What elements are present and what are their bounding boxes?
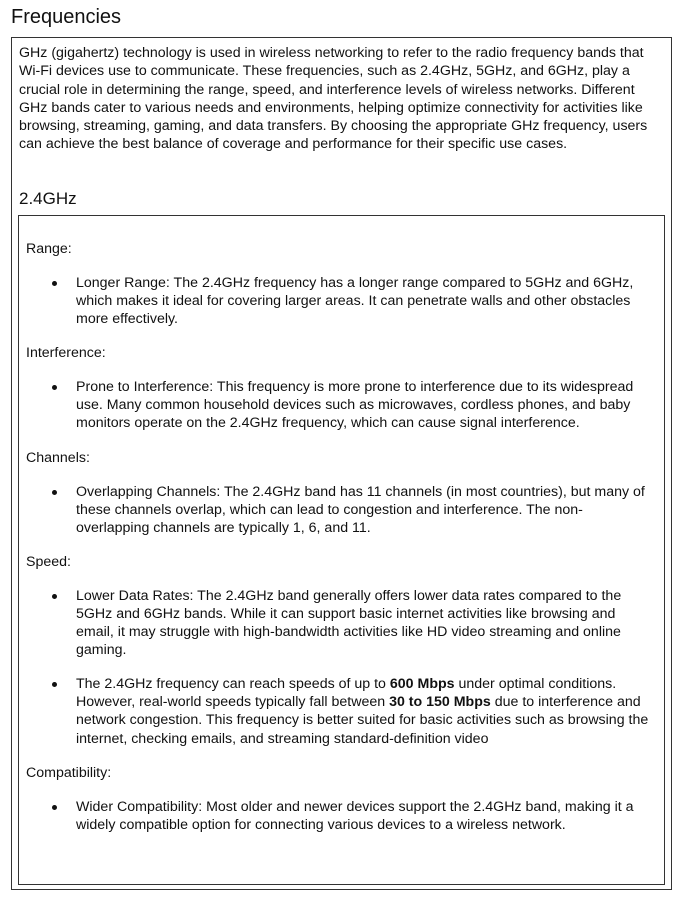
interference-bullet-list: [26, 378, 664, 432]
compatibility-bullet-list: [26, 798, 664, 834]
real-speed-range: 30 to 150 Mbps: [389, 694, 491, 711]
range-bullet: [26, 274, 664, 328]
interference-label: Interference:: [26, 345, 106, 362]
speed-bullet-text-part3: due to interference and network congestion. This frequency is better suited for basic activities such as browsing the internet, checking emails, and streaming standard-definition video: [76, 694, 649, 747]
bullet-dot-icon: [52, 682, 57, 687]
frequencies-panel: [11, 37, 672, 890]
speed-bullet-text: Lower Data Rates: The 2.4GHz band generally offers lower data rates compared to the 5GHz and 6GHz bands. While it can support basic internet activities like browsing and email, it may struggle with high-bandwidth activities like HD video streaming and online gaming.: [76, 587, 622, 659]
bullet-dot-icon: [52, 594, 57, 599]
interference-bullet-text: Prone to Interference: This frequency is more prone to interference due to its widespread use. Many common household devices such as microwaves, cordless phones, and baby monitors operate on the 2.4GHz frequency, which can cause signal interference.: [76, 379, 634, 432]
intro-paragraph: GHz (gigahertz) technology is used in wireless networking to refer to the radio frequency bands that Wi-Fi devices use to communicate. These frequencies, such as 2.4GHz, 5GHz, and 6GHz, play a crucial role in determining the range, speed, and interference levels of wireless networks. Different GHz bands cater to various needs and environments, helping optimize connectivity for activities like browsing, streaming, gaming, and data transfers. By choosing the appropriate GHz frequency, users can achieve the best balance of coverage and performance for their specific use cases.: [19, 45, 648, 153]
channels-bullet-list: [26, 483, 664, 537]
range-label: Range:: [26, 241, 72, 257]
page-title: Frequencies: [11, 6, 122, 28]
bullet-dot-icon: [52, 805, 57, 810]
section-title-2-4ghz: 2.4GHz: [19, 189, 77, 208]
interference-bullet: [26, 378, 664, 432]
bullet-dot-icon: [52, 385, 57, 390]
compatibility-bullet: [26, 798, 664, 834]
speed-bullet-text-part1: The 2.4GHz frequency can reach speeds of up to: [76, 676, 390, 693]
max-speed-value: 600 Mbps: [389, 676, 455, 693]
speed-bullet-data-rates: [26, 587, 664, 659]
compatibility-label: Compatibility:: [26, 764, 112, 781]
channels-bullet-text: Overlapping Channels: The 2.4GHz band has 11 channels (in most countries), but many of these channels overlap, which can lead to congestion and interference. The non-overlapping channels are typically 1, 6, and 11.: [76, 483, 645, 536]
speed-label: Speed:: [26, 553, 71, 570]
compatibility-bullet-text: Wider Compatibility: Most older and newer devices support the 2.4GHz band, making it a widely compatible option for connecting various devices to a wireless network.: [76, 798, 634, 833]
section-panel-2-4ghz[interactable]: [18, 215, 665, 885]
speed-bullet-list: [26, 587, 664, 748]
speed-bullet-max-speed: [26, 675, 664, 747]
channels-bullet: [26, 483, 664, 537]
channels-label: Channels:: [26, 449, 90, 466]
speed-bullet-text-part2: under optimal conditions. However, real-world speeds typically fall between: [76, 676, 617, 711]
range-bullet-text: Longer Range: The 2.4GHz frequency has a longer range compared to 5GHz and 6GHz, which makes it ideal for covering larger areas. It can penetrate walls and other obstacles more effectively.: [76, 275, 634, 328]
bullet-dot-icon: [52, 281, 57, 286]
bullet-dot-icon: [52, 490, 57, 495]
range-bullet-list: [26, 274, 664, 328]
